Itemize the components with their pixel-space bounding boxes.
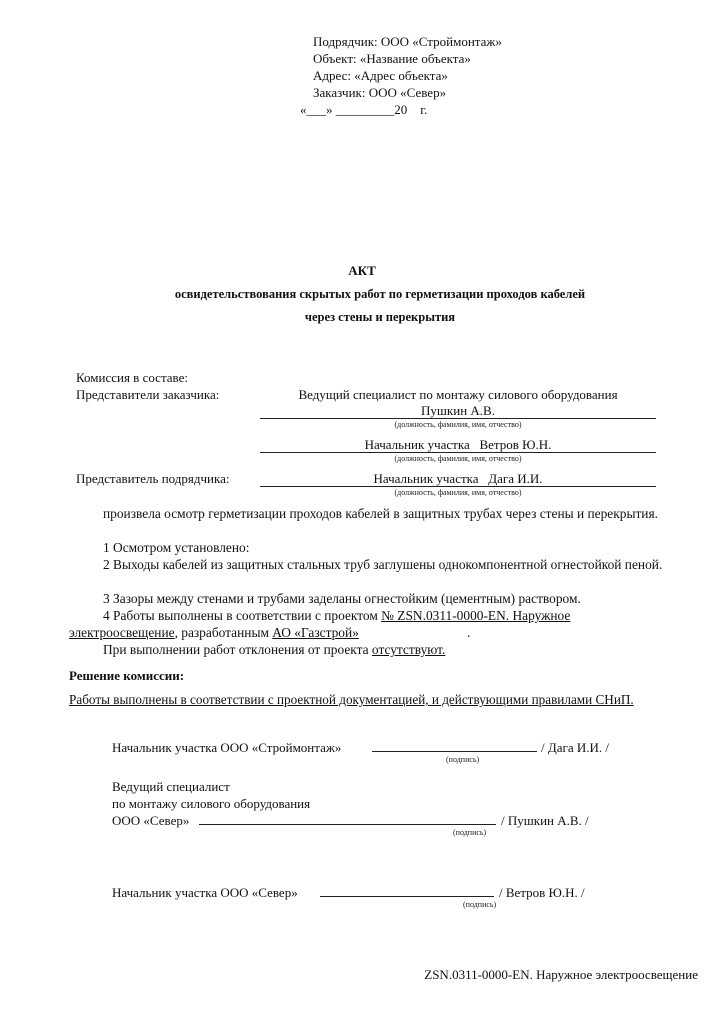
sig2-name: / Пушкин А.В. / (501, 813, 589, 828)
sig2-label: ООО «Север» (112, 813, 190, 828)
header-contractor: Подрядчик: ООО «Строймонтаж» (313, 34, 502, 49)
sig3-label: Начальник участка ООО «Север» (112, 885, 298, 900)
body-p5-dot: . (467, 625, 471, 640)
sig1-line (372, 751, 537, 752)
sig1-label: Начальник участка ООО «Строймонтаж» (112, 740, 342, 755)
rep3: Начальник участка Дага И.И. (373, 471, 543, 486)
rep1-position: Ведущий специалист по монтажу силового оборудования (298, 387, 618, 402)
header-address: Адрес: «Адрес объекта» (313, 68, 448, 83)
header-customer: Заказчик: ООО «Север» (313, 85, 447, 100)
doc-title: АКТ (348, 263, 376, 278)
rep2: Начальник участка Ветров Ю.Н. (364, 437, 552, 452)
customer-reps-label: Представители заказчика: (76, 387, 220, 402)
project-link-2: электроосвещение (69, 625, 175, 640)
sig3-line (320, 896, 494, 897)
rep1-name: Пушкин А.В. (421, 403, 495, 418)
sig2-line1: Ведущий специалист (112, 779, 230, 794)
rep2-caption: (должность, фамилия, имя, отчество) (394, 454, 522, 463)
project-link: № ZSN.0311-0000-EN. Наружное (381, 608, 571, 623)
sig2-caption: (подпись) (453, 828, 487, 837)
body-p6 (103, 641, 445, 658)
body-p5-a: 4 Работы выполнены в соответствии с проектом (103, 608, 382, 623)
header-object: Объект: «Название объекта» (313, 51, 471, 66)
decision-text: Работы выполнены в соответствии с проектной документацией, и действующими правилами СНиП. (69, 692, 634, 707)
sig3-caption: (подпись) (463, 900, 497, 909)
body-p4: 3 Зазоры между стенами и трубами заделаны огнестойким (цементным) раствором. (103, 591, 581, 606)
sig1-caption: (подпись) (446, 755, 480, 764)
body-p5-line1 (103, 607, 570, 624)
sig2-line2: по монтажу силового оборудования (112, 796, 311, 811)
body-p3: 2 Выходы кабелей из защитных стальных труб заглушены однокомпонентной огнестойкой пеной. (103, 557, 663, 572)
body-p5-b: , разработанным (174, 625, 273, 640)
body-p5-line2 (69, 624, 359, 641)
rep1-underline (260, 418, 656, 419)
body-p1: произвела осмотр герметизации проходов кабелей в защитных трубах через стены и перекрытия. (103, 506, 658, 521)
developer-org: АО «Газстрой» (272, 625, 359, 640)
sig3-name: / Ветров Ю.Н. / (499, 885, 585, 900)
contractor-rep-label: Представитель подрядчика: (76, 471, 230, 486)
body-p6-a: При выполнении работ отклонения от проекта (103, 642, 372, 657)
doc-subtitle-2: через стены и перекрытия (304, 310, 456, 324)
doc-subtitle-1: освидетельствования скрытых работ по герметизации проходов кабелей (174, 287, 586, 301)
sig1-name: / Дага И.И. / (541, 740, 609, 755)
rep2-underline (260, 452, 656, 453)
page-footer: ZSN.0311-0000-EN. Наружное электроосвещение (424, 967, 698, 982)
decision-label: Решение комиссии: (69, 668, 185, 683)
header-date: «___» _________20 г. (300, 102, 428, 117)
deviations-status: отсутствуют. (371, 642, 446, 657)
commission-label: Комиссия в составе: (76, 370, 188, 385)
sig2-line (199, 824, 496, 825)
body-p2: 1 Осмотром установлено: (103, 540, 250, 555)
rep3-underline (260, 486, 656, 487)
rep1-caption: (должность, фамилия, имя, отчество) (394, 420, 522, 429)
rep3-caption: (должность, фамилия, имя, отчество) (394, 488, 522, 497)
